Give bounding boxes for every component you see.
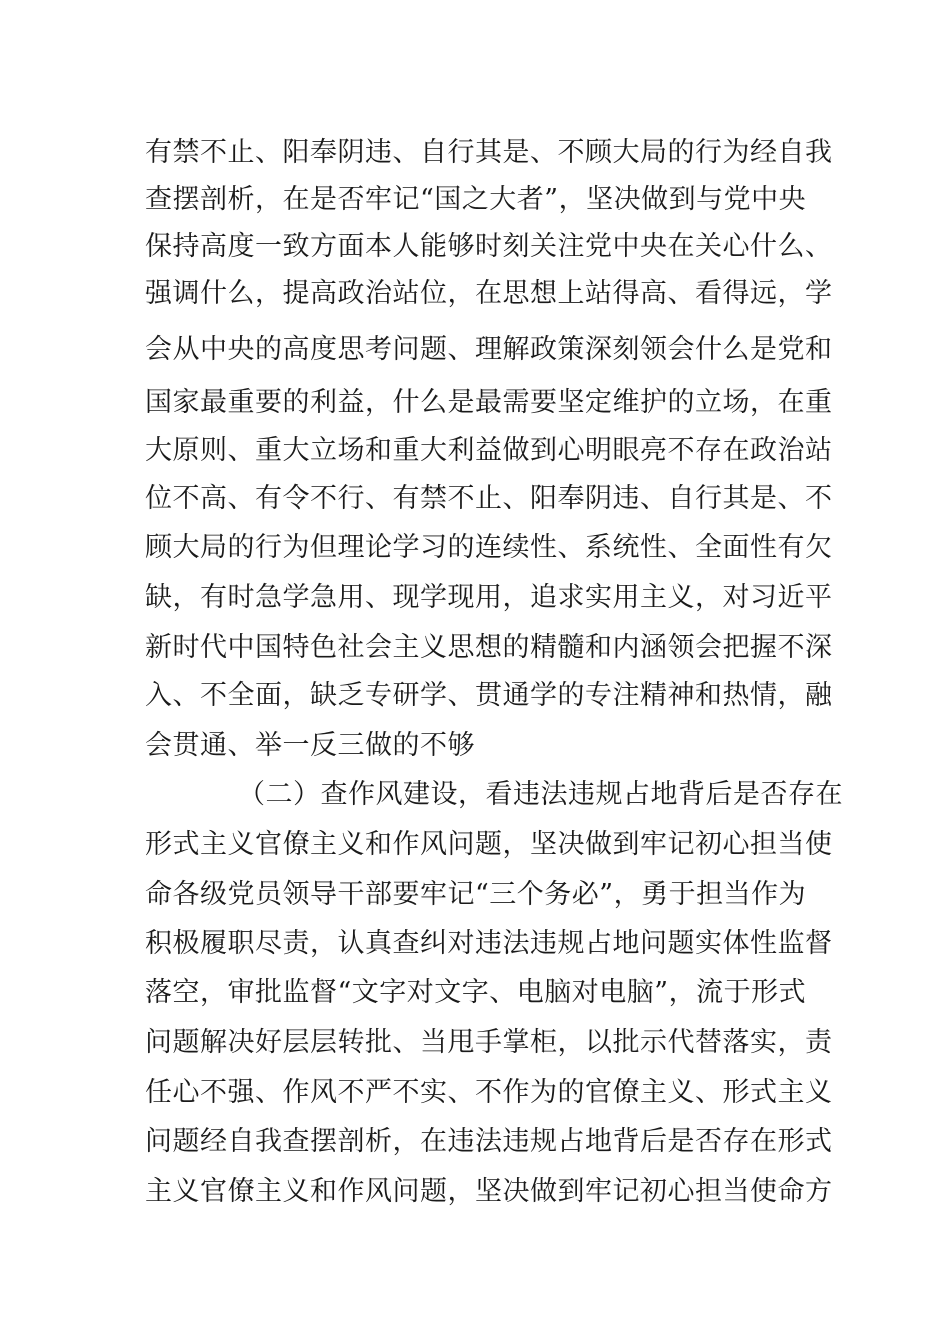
text-line: 顾大局的行为但理论学习的连续性、系统性、全面性有欠 [145, 532, 833, 563]
text-line: 有禁不止、阳奉阴违、自行其是、不顾大局的行为经自我 [145, 137, 833, 168]
text-line: 会从中央的高度思考问题、理解政策深刻领会什么是党和 [145, 334, 833, 365]
paragraph-end-line: 会贯通、举一反三做的不够 [145, 730, 475, 761]
section-heading-line: （二）查作风建设，看违法违规占地背后是否存在 [238, 779, 843, 810]
text-line: 主义官僚主义和作风问题，坚决做到牢记初心担当使命方 [145, 1176, 833, 1207]
text-line: 位不高、有令不行、有禁不止、阳奉阴违、自行其是、不 [145, 483, 833, 514]
text-line: 强调什么，提高政治站位，在思想上站得高、看得远，学 [145, 278, 833, 309]
text-line: 入、不全面，缺乏专研学、贯通学的专注精神和热情，融 [145, 680, 833, 711]
text-line: 问题解决好层层转批、当甩手掌柜，以批示代替落实，责 [145, 1027, 833, 1058]
text-line: 任心不强、作风不严不实、不作为的官僚主义、形式主义 [145, 1077, 833, 1108]
text-line: 保持高度一致方面本人能够时刻关注党中央在关心什么、 [145, 231, 833, 262]
text-line: 积极履职尽责，认真查纠对违法违规占地问题实体性监督 [145, 928, 833, 959]
text-line: 落空，审批监督“文字对文字、电脑对电脑”，流于形式 [145, 977, 807, 1008]
text-line: 大原则、重大立场和重大利益做到心明眼亮不存在政治站 [145, 435, 833, 466]
text-line: 命各级党员领导干部要牢记“三个务必”，勇于担当作为 [145, 879, 807, 910]
text-line: 查摆剖析，在是否牢记“国之大者”，坚决做到与党中央 [145, 184, 807, 215]
text-line: 缺，有时急学急用、现学现用，追求实用主义，对习近平 [145, 582, 833, 613]
text-line: 新时代中国特色社会主义思想的精髓和内涵领会把握不深 [145, 632, 833, 663]
text-line: 形式主义官僚主义和作风问题，坚决做到牢记初心担当使 [145, 829, 833, 860]
text-line: 国家最重要的利益，什么是最需要坚定维护的立场，在重 [145, 387, 833, 418]
text-line: 问题经自我查摆剖析，在违法违规占地背后是否存在形式 [145, 1126, 833, 1157]
